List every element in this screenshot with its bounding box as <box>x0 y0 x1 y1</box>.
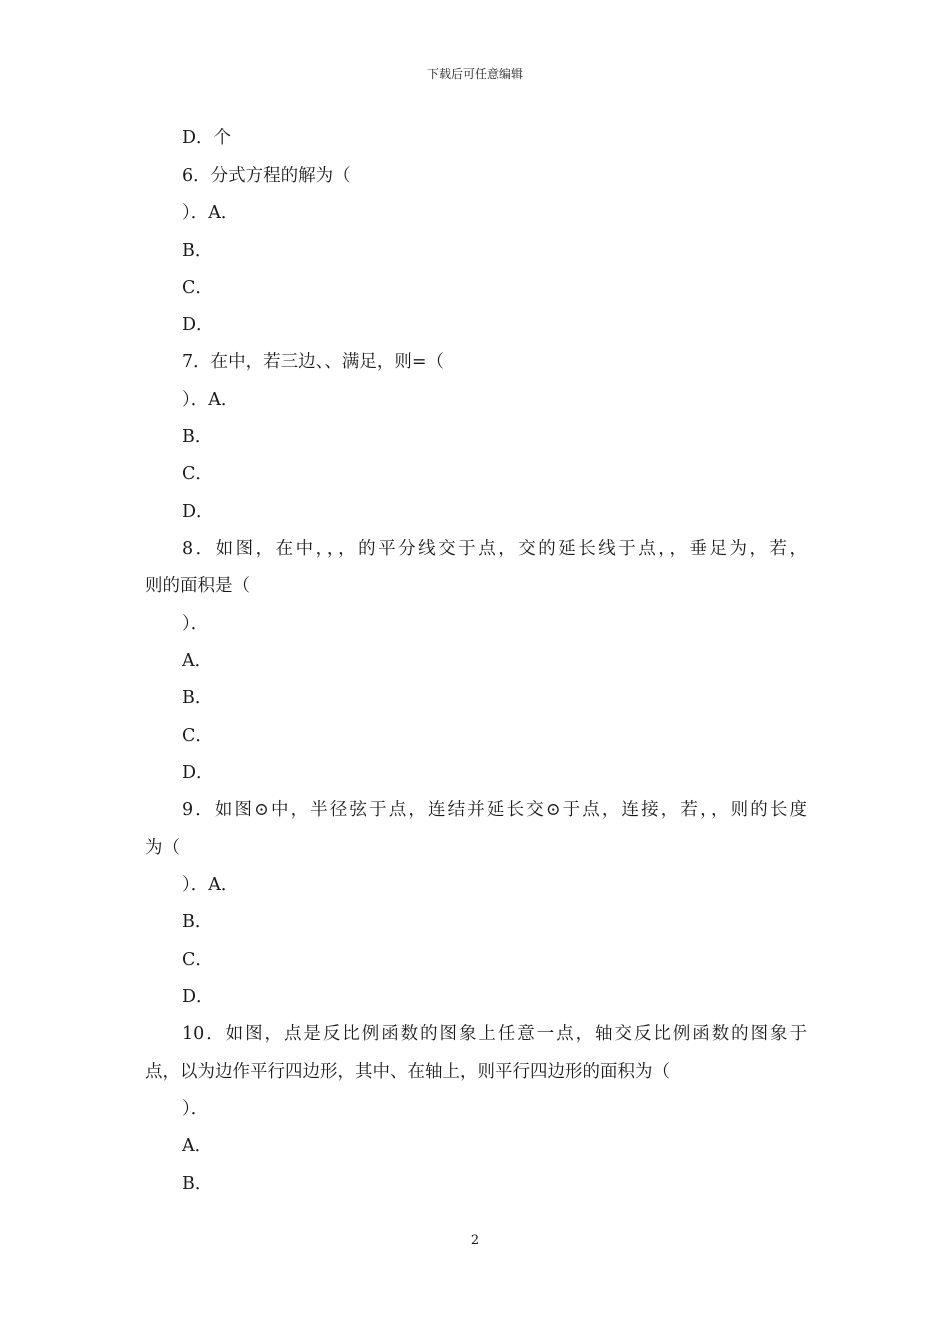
q9-option-b: B． <box>182 912 213 932</box>
q6-stem: 6．分式方程的解为（ <box>182 166 351 186</box>
q9-option-c: C． <box>182 950 213 970</box>
q10-option-b: B． <box>182 1174 213 1194</box>
q9-option-a: ）．A． <box>182 875 239 895</box>
q10-stem-line-2: 点，以为边作平行四边形，其中、在轴上，则平行四边形的面积为（ <box>145 1062 670 1082</box>
q6-option-c: C． <box>182 278 213 298</box>
q7-option-c: C． <box>182 464 213 484</box>
q7-option-b: B． <box>182 427 213 447</box>
q9-option-d: D． <box>182 987 214 1007</box>
q9-stem-line-2: 为（ <box>145 838 180 858</box>
q8-stem-line-1: 8．如图，在中，，，的平分线交于点，交的延长线于点，，垂足为，若， <box>182 539 807 559</box>
q6-option-b: B． <box>182 241 213 261</box>
q8-option-d: D． <box>182 763 214 783</box>
q7-option-a: ）．A． <box>182 390 239 410</box>
q8-option-a: A． <box>182 651 213 671</box>
q8-option-c: C． <box>182 726 213 746</box>
q6-option-a: ）．A． <box>182 203 239 223</box>
page-number: 2 <box>470 1233 480 1248</box>
q8-stem-end: ）． <box>182 614 209 634</box>
q10-stem-end: ）． <box>182 1099 209 1119</box>
q8-stem-line-2: 则的面积是（ <box>145 576 250 596</box>
q9-stem-line-1: 9．如图⊙中，半径弦于点，连结并延长交⊙于点，连接，若，，则的长度 <box>182 800 807 820</box>
q6-option-d: D． <box>182 315 214 335</box>
q10-stem-line-1: 10．如图，点是反比例函数的图象上任意一点，轴交反比例函数的图象于 <box>182 1024 807 1044</box>
q7-stem: 7．在中，若三边、、满足，则=（ <box>182 352 445 372</box>
q7-option-d: D． <box>182 502 214 522</box>
q8-option-b: B． <box>182 688 213 708</box>
q10-option-a: A． <box>182 1136 213 1156</box>
page-header: 下载后可任意编辑 <box>426 67 523 81</box>
q5-option-d: D．个 <box>182 128 232 148</box>
